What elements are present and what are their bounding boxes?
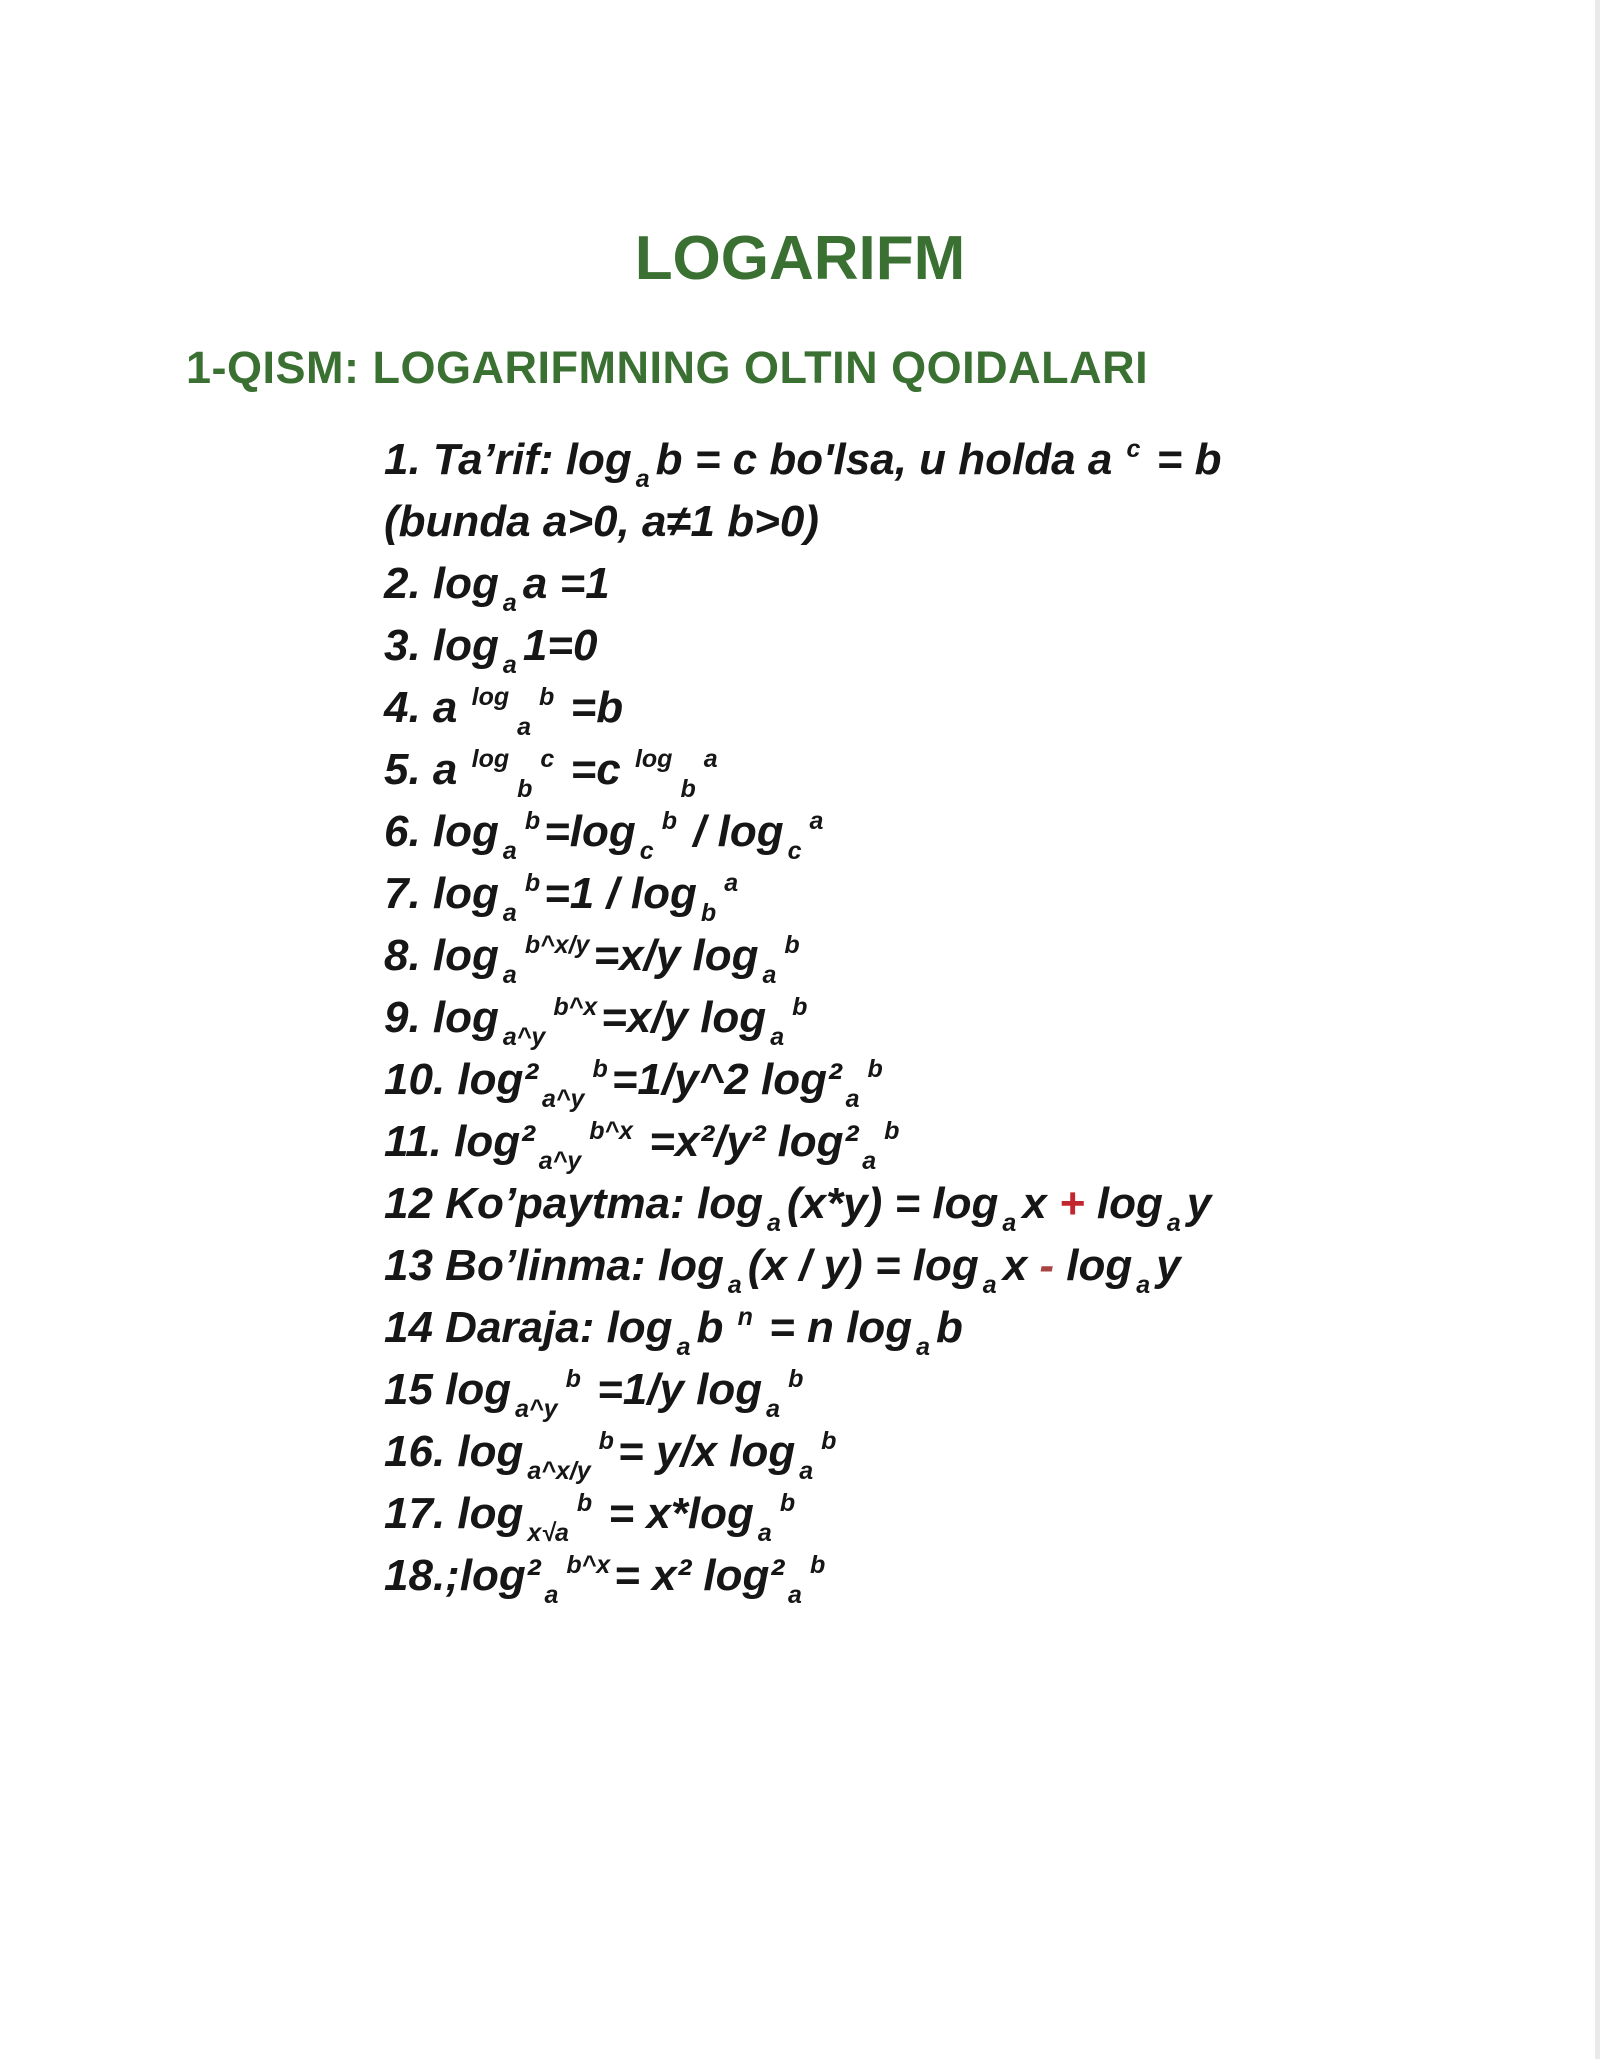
formula-line: 17. log x√ab = x*log ab bbox=[384, 1489, 796, 1547]
formula-line: 14 Daraja: log a b n = n log a b bbox=[384, 1303, 963, 1361]
formula-text: y bbox=[1156, 1241, 1181, 1290]
formula-line: 16. log a^x/yb= y/x log ab bbox=[384, 1427, 837, 1485]
formula-text: 16. log bbox=[384, 1427, 524, 1476]
formula-text: 1=0 bbox=[522, 621, 598, 670]
formula-text: = x*log bbox=[596, 1489, 754, 1538]
formula-line: 6. log ab=log cb / log ca bbox=[384, 807, 824, 865]
formula-line: 3. log a 1=0 bbox=[384, 621, 598, 679]
formula-text: 9. log bbox=[384, 993, 499, 1042]
formula-text: x bbox=[1002, 1241, 1040, 1290]
formula-line bbox=[384, 491, 1221, 553]
formula-text: =b bbox=[558, 683, 624, 732]
formula-text: (bunda a>0, a≠1 b>0) bbox=[384, 497, 819, 546]
section-heading: 1-QISM: LOGARIFMNING OLTIN QOIDALARI bbox=[186, 342, 1149, 394]
formula-line: 7. log ab=1 / log ba bbox=[384, 869, 739, 927]
formula-text: 17. log bbox=[384, 1489, 524, 1538]
formula-text: a =1 bbox=[522, 559, 610, 608]
formula-text: 12 Ko’paytma: log bbox=[384, 1179, 763, 1228]
formula-text: 8. log bbox=[384, 931, 499, 980]
formula-text: =x²/y² log² bbox=[636, 1117, 859, 1166]
formula-text: log bbox=[1054, 1241, 1133, 1290]
formula-text: (x*y) = log bbox=[786, 1179, 999, 1228]
formula-line: 9. log a^yb^x=x/y log ab bbox=[384, 993, 808, 1051]
formula-text: (x / y) = log bbox=[747, 1241, 979, 1290]
formula-list bbox=[384, 429, 1221, 1607]
formula-text: 1. Ta’rif: log bbox=[384, 435, 632, 484]
formula-text: y bbox=[1186, 1179, 1212, 1228]
formula-text: =x/y log bbox=[593, 931, 759, 980]
formula-text: 15 log bbox=[384, 1365, 512, 1414]
formula-text: = n log bbox=[756, 1303, 913, 1352]
formula-text: =1/y^2 log² bbox=[611, 1055, 842, 1104]
formula-line: 8. log ab^x/y=x/y log ab bbox=[384, 931, 800, 989]
minus-operator: - bbox=[1039, 1241, 1055, 1290]
formula-line: 4. a logab =b bbox=[384, 683, 624, 741]
formula-text: =1/y log bbox=[584, 1365, 763, 1414]
formula-text: =x/y log bbox=[601, 993, 767, 1042]
formula-text: 7. log bbox=[384, 869, 499, 918]
formula-text: b bbox=[936, 1303, 963, 1352]
formula-text: b bbox=[696, 1303, 736, 1352]
formula-line: 5. a logbc =c logba bbox=[384, 745, 718, 803]
formula-text: 11. log² bbox=[384, 1117, 535, 1166]
formula-text: = b bbox=[1144, 435, 1222, 484]
formula-line: 15 log a^yb =1/y log ab bbox=[384, 1365, 804, 1423]
formula-text: 18.;log² bbox=[384, 1551, 541, 1600]
page-edge-shadow bbox=[1595, 0, 1600, 2059]
formula-text: 4. a bbox=[384, 683, 470, 732]
formula-line: 2. log a a =1 bbox=[384, 559, 610, 617]
formula-text: 10. log² bbox=[384, 1055, 539, 1104]
formula-text: 6. log bbox=[384, 807, 499, 856]
formula-text: 5. a bbox=[384, 745, 470, 794]
formula-text: =c bbox=[558, 745, 633, 794]
formula-text: log bbox=[1084, 1179, 1163, 1228]
formula-text: x bbox=[1022, 1179, 1059, 1228]
formula-line: 11. log² a^yb^x =x²/y² log² ab bbox=[384, 1117, 900, 1175]
plus-operator: + bbox=[1058, 1179, 1085, 1228]
formula-line: 1. Ta’rif: log a b = c bo'lsa, u holda a c = b bbox=[384, 435, 1222, 493]
formula-text: b = c bo'lsa, u holda a bbox=[655, 435, 1125, 484]
formula-text: = y/x log bbox=[617, 1427, 796, 1476]
formula-text: =log bbox=[544, 807, 636, 856]
formula-text: = x² log² bbox=[614, 1551, 785, 1600]
formula-line: 12 Ko’paytma: log a (x*y) = log a x + log a y bbox=[384, 1179, 1212, 1237]
formula-line: 10. log² a^yb=1/y^2 log² ab bbox=[384, 1055, 883, 1113]
formula-text: 3. log bbox=[384, 621, 499, 670]
formula-line: 13 Bo’linma: log a (x / y) = log a x - log a y bbox=[384, 1241, 1181, 1299]
page-title: LOGARIFM bbox=[634, 223, 966, 293]
formula-text: 2. log bbox=[384, 559, 499, 608]
formula-text: =1 / log bbox=[544, 869, 697, 918]
formula-text: 14 Daraja: log bbox=[384, 1303, 673, 1352]
formula-text: 13 Bo’linma: log bbox=[384, 1241, 724, 1290]
formula-line: 18.;log² ab^x= x² log² ab bbox=[384, 1551, 826, 1609]
formula-text: / log bbox=[680, 807, 784, 856]
